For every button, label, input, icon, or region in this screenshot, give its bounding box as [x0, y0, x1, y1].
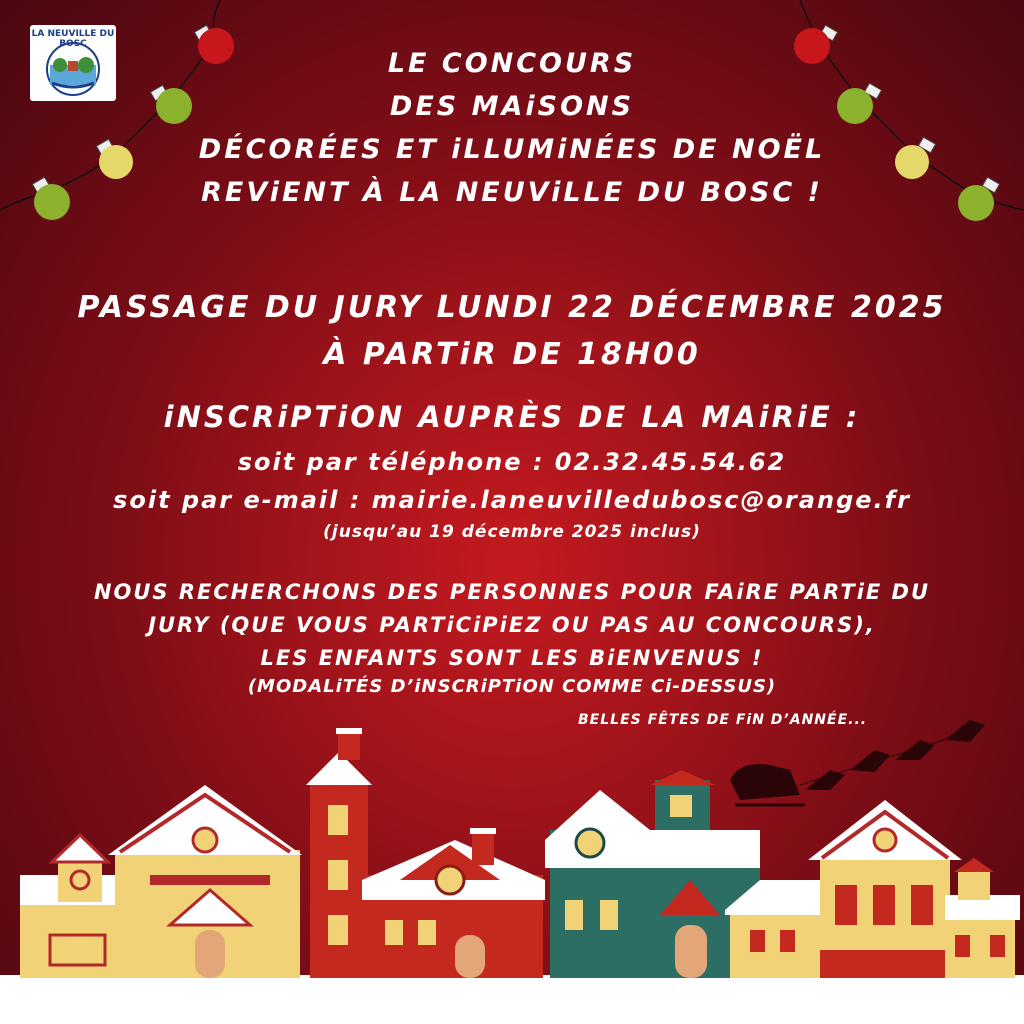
house-yellow-large: [108, 785, 302, 978]
holiday-greeting: BELLES FÊTES DE FiN D’ANNÉE...: [578, 712, 868, 728]
title-line: DES MAiSONS: [389, 91, 635, 122]
jury-time: À PARTiR DE 18H00: [323, 337, 701, 372]
recruitment-line: JURY (QUE VOUS PARTiCiPiEZ OU PAS AU CONCOURS),: [148, 613, 876, 637]
house-yellow-right: [808, 800, 962, 978]
recruitment-note: (MODALiTÉS D’iNSCRiPTiON COMME Ci-DESSUS): [247, 676, 777, 697]
house-left: [20, 835, 120, 978]
house-red-tower: [306, 728, 372, 978]
jury-date: PASSAGE DU JURY LUNDI 22 DÉCEMBRE 2025: [77, 290, 947, 325]
recruitment-line: LES ENFANTS SONT LES BiENVENUS !: [260, 646, 764, 670]
inscription-email: soit par e-mail : mairie.laneuvilledubosc@orange.fr: [113, 486, 911, 514]
snow-ground: [0, 975, 1024, 1024]
inscription-heading: iNSCRiPTiON AUPRÈS DE LA MAiRiE :: [163, 400, 861, 434]
inscription-deadline: (jusqu’au 19 décembre 2025 inclus): [323, 522, 701, 542]
house-teal: [545, 770, 760, 978]
title-line: LE CONCOURS: [387, 48, 637, 79]
house-red: [362, 828, 545, 978]
logo-text: LA NEUVILLE DU BOSC: [31, 29, 115, 49]
recruitment-line: NOUS RECHERCHONS DES PERSONNES POUR FAiRE PARTiE DU: [93, 580, 931, 604]
house-far-right: [945, 858, 1020, 978]
santa-sleigh-icon: [730, 720, 985, 805]
inscription-phone: soit par téléphone : 02.32.45.54.62: [237, 448, 787, 476]
title-line: REViENT À LA NEUViLLE DU BOSC !: [201, 177, 823, 208]
title-line: DÉCORÉES ET iLLUMiNÉES DE NOËL: [198, 134, 826, 165]
